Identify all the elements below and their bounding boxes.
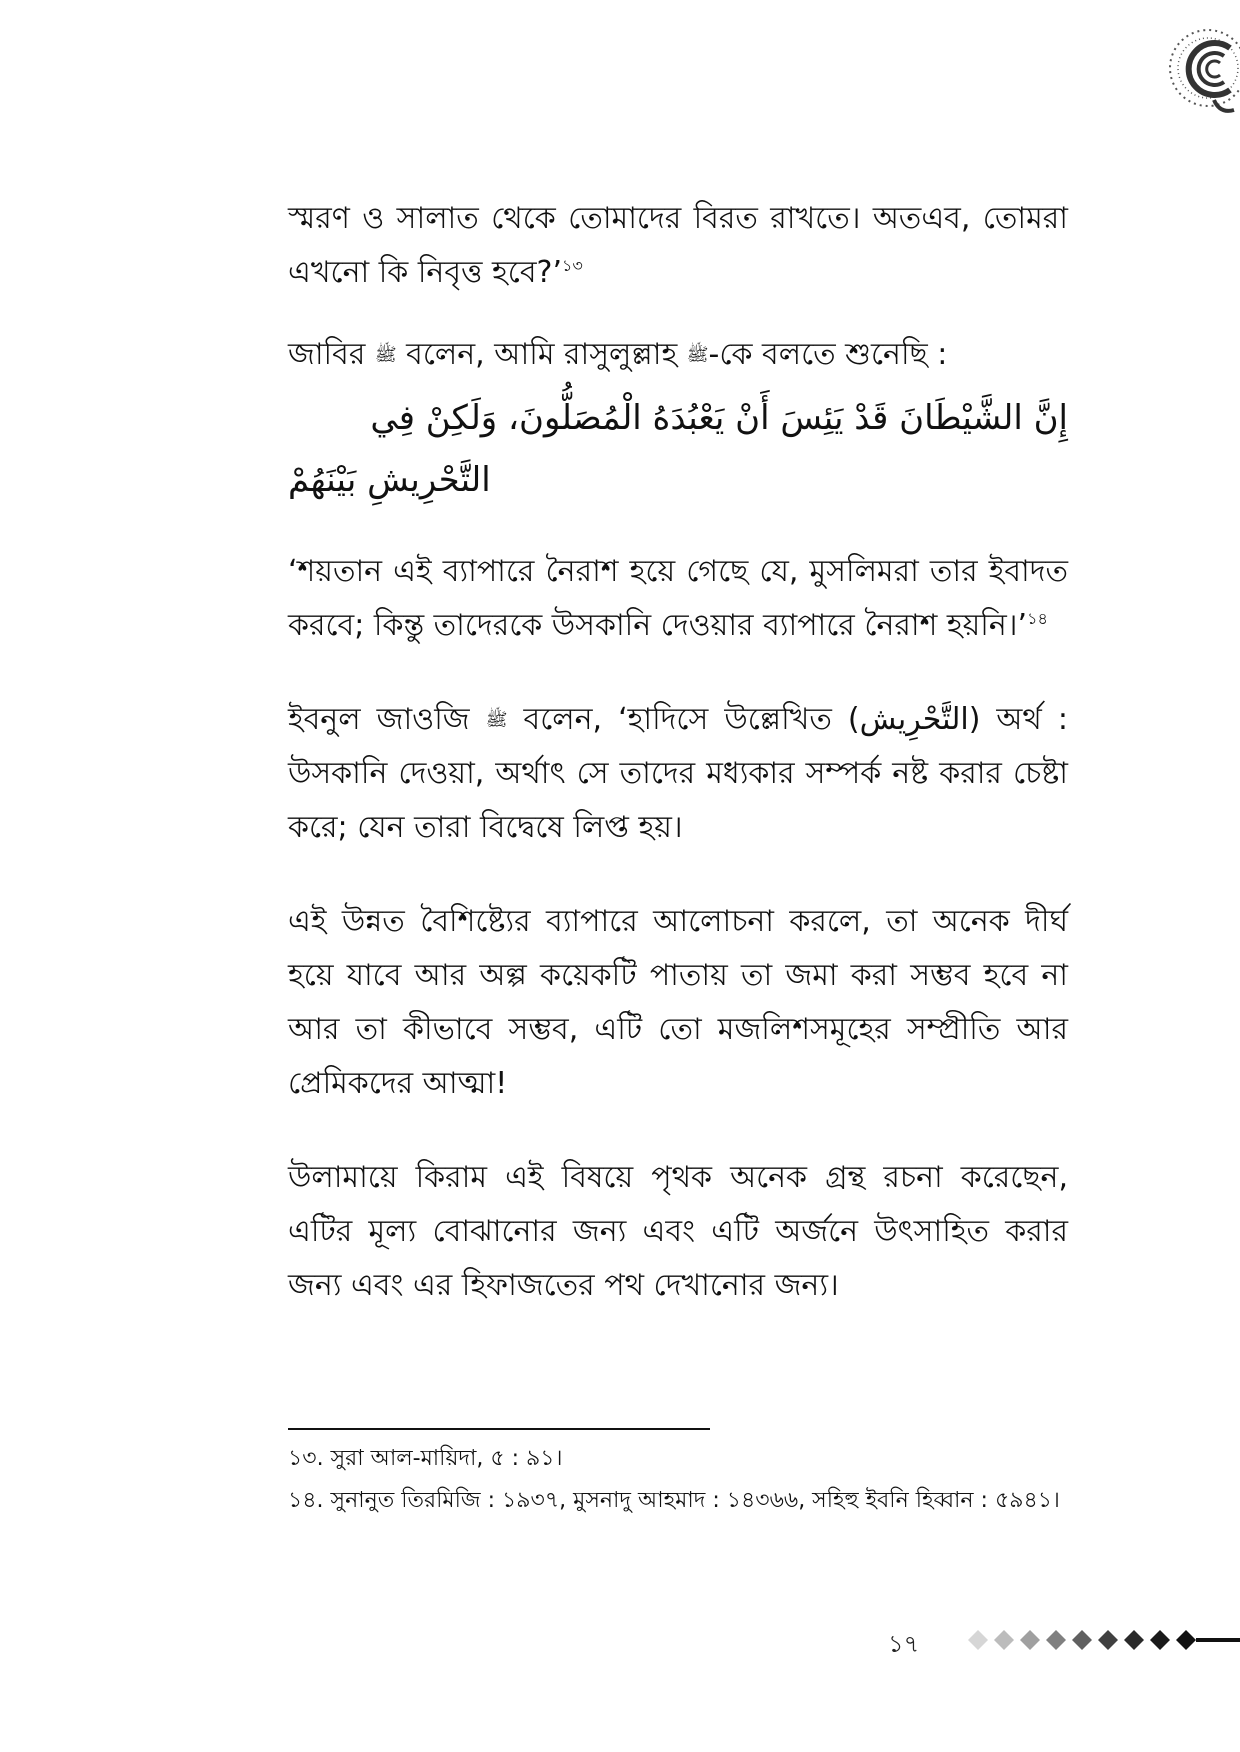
paragraph-3 (288, 545, 1068, 653)
salutation-mark-1: ﷺ (374, 344, 397, 366)
main-text (288, 192, 1068, 1341)
footnotes (288, 1438, 1068, 1522)
paragraph-4-text-b: বলেন, ‘হাদিসে উল্লেখিত ( (523, 701, 860, 737)
salutation-mark-2: ﷺ (686, 344, 709, 366)
footnote-ref-14[interactable]: ১৪ (1027, 608, 1048, 628)
paragraph-4 (288, 693, 1068, 856)
salutation-mark-3: ﷺ (485, 709, 508, 730)
paragraph-4-text-a: ইবনুল জাওজি (288, 701, 470, 737)
paragraph-6: উলামায়ে কিরাম এই বিষয়ে পৃথক অনেক গ্রন্থ রচনা করেছেন, এটির মূল্য বোঝানোর জন্য এবং এটি অর্জনে উৎসাহিত করার জন্য এবং এর হিফাজতের পথ দেখানোর জন্য। (288, 1160, 1068, 1303)
paragraph-2-text-c: -কে বলতে শুনেছি : (708, 337, 948, 372)
paragraph-4-text-c: ) অর্থ : উসকানি দেওয়া, অর্থাৎ সে তাদের মধ্যকার সম্পর্ক নষ্ট করার চেষ্টা করে; যেন তারা বিদ্বেষে লিপ্ত হয়। (288, 701, 1068, 845)
footnote-ref-13[interactable]: ১৩ (561, 256, 583, 275)
paragraph-1-text: স্মরণ ও সালাত থেকে তোমাদের বিরত রাখতে। অতএব, তোমরা এখনো কি নিবৃত্ত হবে?’ (288, 201, 1068, 290)
paragraph-3-text: ‘শয়তান এই ব্যাপারে নৈরাশ হয়ে গেছে যে, মুসলিমরা তার ইবাদত করবে; কিন্তু তাদেরকে উসকানি দেওয়ার ব্যাপারে নৈরাশ হয়নি।’ (288, 553, 1068, 643)
arabic-hadith: إِنَّ الشَّيْطَانَ قَدْ يَئِسَ أَنْ يَعْبُدَهُ الْمُصَلُّونَ، وَلَكِنْ فِي التَّحْرِيشِ بَيْنَهُمْ (288, 397, 1068, 500)
paragraph-5: এই উন্নত বৈশিষ্ট্যের ব্যাপারে আলোচনা করলে, তা অনেক দীর্ঘ হয়ে যাবে আর অল্প কয়েকটি পাতায় তা জমা করা সম্ভব হবে না আর তা কীভাবে সম্ভব, এটি তো মজলিশসমূহের সম্প্রীতি আর প্রেমিকদের আত্মা! (288, 904, 1068, 1101)
footnote-14: ১৪. সুনানুত তিরমিজি : ১৯৩৭, মুসনাদু আহমাদ : ১৪৩৬৬, সহিহু ইবনি হিব্বান : ৫৯৪১। (288, 1488, 1060, 1513)
paragraph-2-text-a: জাবির (288, 337, 366, 372)
paragraph-2-text-b: বলেন, আমি রাসুলুল্লাহ (406, 337, 678, 372)
diamond-chain-icon (966, 1628, 1240, 1652)
spiral-ornament-icon (1150, 18, 1240, 118)
paragraph-1 (288, 192, 1068, 300)
paragraph-4-arabic-word: التَّحْرِيش (859, 701, 969, 737)
page-number: ১৭ (888, 1630, 920, 1658)
footnote-divider (288, 1428, 710, 1430)
paragraph-2 (288, 328, 1068, 383)
footnote-13: ১৩. সুরা আল-মায়িদা, ৫ : ৯১। (288, 1446, 563, 1471)
